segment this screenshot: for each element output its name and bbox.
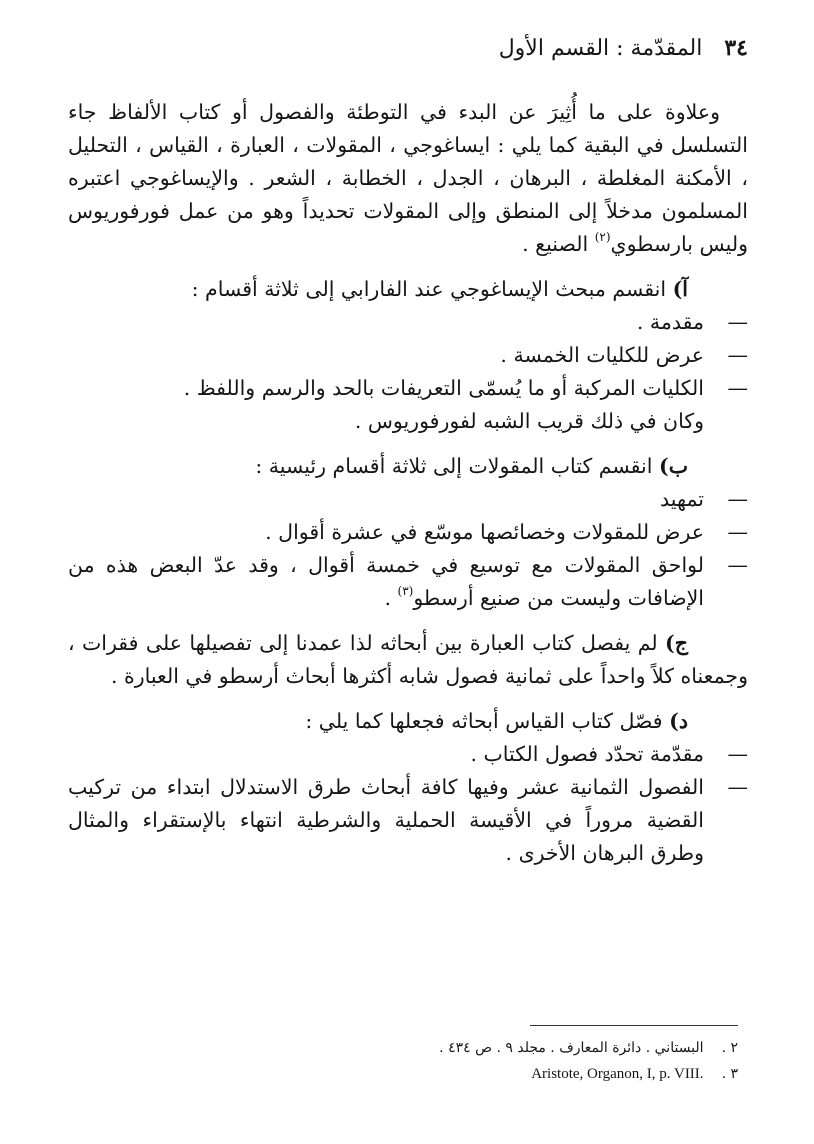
list-item-text: الكليات المركبة أو ما يُسمّى التعريفات بالحد والرسم واللفظ . bbox=[183, 376, 704, 400]
list-item-text: مقدمة . bbox=[636, 310, 704, 334]
list-item-body: لواحق المقولات مع توسيع في خمسة أقوال ، وقد عدّ البعض هذه من الإضافات وليست من صنيع أرسطو bbox=[68, 553, 704, 610]
dash-mark: — bbox=[727, 520, 748, 544]
running-header bbox=[58, 28, 748, 68]
intro-end: الصنيع . bbox=[522, 232, 589, 256]
running-title: المقدّمة : القسم الأول bbox=[498, 35, 703, 61]
section-d-heading bbox=[68, 705, 748, 738]
section-c-paragraph bbox=[68, 627, 748, 693]
list-item-end: . bbox=[384, 586, 398, 610]
page-number: ٣٤ bbox=[724, 35, 748, 61]
footnote-text: Aristote, Organon, I, p. VIII. bbox=[531, 1066, 704, 1082]
section-heading-text: انقسم كتاب المقولات إلى ثلاثة أقسام رئيسية : bbox=[255, 454, 653, 478]
list-item bbox=[68, 738, 748, 771]
list-item-text: عرض للكليات الخمسة . bbox=[500, 343, 704, 367]
section-heading-text: لم يفصل كتاب العبارة بين أبحاثه لذا عمدنا إلى تفصيلها على فقرات ، وجمعناه كلاً واحداً على ثمانية فصول شابه أكثرها أبحاث أرسطو في العبارة . bbox=[68, 631, 748, 688]
dash-mark: — bbox=[727, 343, 748, 367]
intro-text: وعلاوة على ما أُثِيرَ عن البدء في التوطئة والفصول أو كتاب الألفاظ جاء التسلسل في البقية كما يلي : ايساغوجي ، المقولات ، العبارة ، القياس ، التحليل ، الأمكنة المغلطة ، البرهان ، الجدل ، الخطابة ، الشعر . والإيساغوجي اعتبره المسلمون مدخلاً إلى المنطق وإلى المقولات تحديداً وهو من عمل فورفوريوس وليس بارسطوي bbox=[68, 100, 748, 256]
list-item bbox=[68, 372, 748, 405]
footnote-ref-2: (٢) bbox=[594, 230, 611, 244]
footnote-divider bbox=[530, 1025, 738, 1026]
list-item bbox=[68, 516, 748, 549]
list-item bbox=[68, 306, 748, 339]
footnote-number: ٢ . bbox=[721, 1040, 738, 1056]
footnote-ref-3: (٣) bbox=[397, 584, 414, 598]
list-item bbox=[68, 549, 748, 615]
dash-mark: — bbox=[727, 310, 748, 334]
list-item-text: تمهيد bbox=[660, 487, 704, 511]
dash-mark: — bbox=[727, 742, 748, 766]
list-item-text: الفصول الثمانية عشر وفيها كافة أبحاث طرق الاستدلال ابتداء من تركيب القضية مروراً في الأقيسة الحملية والشرطية انتهاء بالإستقراء والمثال وطرق البرهان الأخرى . bbox=[68, 775, 704, 865]
dash-mark: — bbox=[727, 553, 748, 577]
footnote-number: ٣ . bbox=[721, 1066, 738, 1082]
list-item bbox=[68, 339, 748, 372]
section-b-heading bbox=[68, 450, 748, 483]
section-heading-text: فصّل كتاب القياس أبحاثه فجعلها كما يلي : bbox=[305, 709, 663, 733]
section-heading-text: انقسم مبحث الإيساغوجي عند الفارابي إلى ثلاثة أقسام : bbox=[191, 277, 667, 301]
page-body bbox=[68, 96, 748, 870]
list-item-text bbox=[68, 549, 704, 615]
list-item bbox=[68, 483, 748, 516]
dash-mark: — bbox=[727, 487, 748, 511]
intro-paragraph bbox=[68, 96, 748, 261]
list-item bbox=[68, 771, 748, 870]
footnote-2 bbox=[439, 1040, 738, 1056]
footnote-3 bbox=[531, 1066, 738, 1083]
section-a-note: وكان في ذلك قريب الشبه لفورفوريوس . bbox=[354, 409, 704, 433]
section-label: آ) bbox=[672, 277, 688, 301]
list-item-text: عرض للمقولات وخصائصها موسّع في عشرة أقوال . bbox=[265, 520, 704, 544]
section-label: ج) bbox=[665, 631, 688, 655]
footnote-text: البستاني . دائرة المعارف . مجلد ٩ . ص ٤٣٤ . bbox=[439, 1040, 704, 1056]
dash-mark: — bbox=[727, 775, 748, 799]
dash-mark: — bbox=[727, 376, 748, 400]
section-a-heading bbox=[68, 273, 748, 306]
section-label: ب) bbox=[659, 454, 688, 478]
list-item-text: مقدّمة تحدّد فصول الكتاب . bbox=[470, 742, 704, 766]
section-label: د) bbox=[669, 709, 688, 733]
